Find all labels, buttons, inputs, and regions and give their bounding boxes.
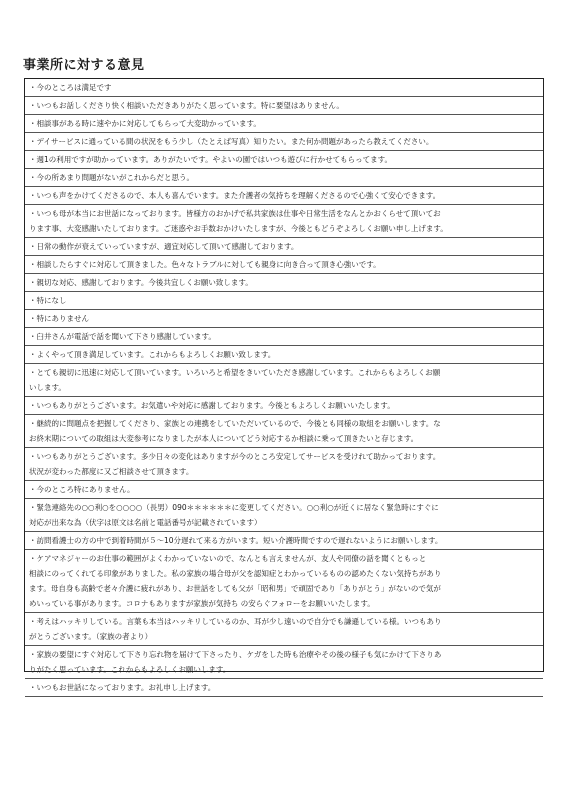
comment-text-line: いします。	[29, 383, 66, 392]
comment-text-line: ・今の所あまり問題がないがこれからだと思う。	[29, 173, 194, 182]
comment-item	[25, 79, 543, 97]
comment-item	[25, 205, 543, 238]
comment-item	[25, 115, 543, 133]
comment-text-line: ・いつもお世話になっております。お礼申し上げます。	[29, 683, 216, 692]
section-title: 事業所に対する意見	[23, 58, 145, 73]
comment-text-line: ・特になし	[29, 296, 67, 305]
comment-item	[25, 274, 543, 292]
comment-text-line: 対応が出来な為（伏字は原文は名前と電話番号が記載されています）	[29, 518, 262, 527]
comment-text-line: ・週1の利用ですが助かっています。ありがたいです。やよいの園ではいつも遊びに行かせてもらってます。	[29, 155, 392, 164]
comment-text-line: 状況が変わった都度に又ご相談させて頂きます。	[29, 467, 194, 476]
comment-item	[25, 133, 543, 151]
comment-item	[25, 238, 543, 256]
comment-item	[25, 256, 543, 274]
comment-item	[25, 187, 543, 205]
comment-text-line: ・相談したらすぐに対応して頂きました。色々なトラブルに対しても親身に向き合って頂き心強いです。	[29, 260, 381, 269]
comment-item	[25, 415, 543, 448]
comment-text-line: 相談にのってくれてる印象がありました。私の家族の場合母が父を認知症とわかっているものの認めたくない気持ちがあり	[29, 569, 442, 578]
comment-item	[25, 448, 543, 481]
comment-item	[25, 328, 543, 346]
comment-text-line: ・いつもお話しくださり快く相談いただきありがたく思っています。特に要望はありません。	[29, 101, 344, 110]
comment-text-line: お終末期についての取組は大変参考になりましたが本人についてどう対応するか相談に乗って頂きたいと存じます。	[29, 434, 419, 443]
comment-item	[25, 532, 543, 550]
comment-text-line: りがたく思っています。これからもよろしくお願いします。	[29, 665, 231, 674]
comment-text-line: ・デイサービスに通っている間の状況をもう少し（たとえば写真）知りたい。また何か問題があったら教えてください。	[29, 137, 434, 146]
comment-text-line: がとうございます。（家族の者より）	[29, 632, 153, 641]
comment-item	[25, 346, 543, 364]
comment-text-line: ・親切な対応、感謝しております。今後共宜しくお願い致します。	[29, 278, 253, 287]
comment-item	[25, 310, 543, 328]
comment-item	[25, 169, 543, 187]
comment-text-line: ・いつも母が本当にお世話になっております。皆様方のおかげで私共家族は仕事や日常生活をなんとかおくらせて頂いてお	[29, 209, 441, 218]
comment-text-line: ります事、大変感謝いたしております。ご迷惑やお手数おかけいたしますが、今後ともどうぞよろしくお願い申し上げます。	[29, 224, 448, 233]
comment-text-line: ・特にありません	[29, 314, 89, 323]
comment-text-line: ・臼井さんが電話で話を聞いて下さり感謝しています。	[29, 332, 216, 341]
comment-item	[25, 364, 543, 397]
comment-text-line: ・ケアマネジャーのお仕事の範囲がよくわかっていないので、なんとも言えませんが、友人や同僚の話を聞くともっと	[29, 554, 427, 563]
comment-text-line: めいっている事があります。コロナもありますが家族が気持ち の安らぐフォローをお願いいたします。	[29, 599, 375, 608]
comment-text-line: ・訪問看護士の方の中で到着時間が５～10分遅れて来る方がいます。短い介護時間ですので遅れないようにお願いします。	[29, 536, 443, 545]
comment-item	[25, 646, 543, 679]
comment-text-line: ・継続的に問題点を把握してくださり、家族との連携をしていただいているので、今後とも同様の取組をお願いします。な	[29, 419, 441, 428]
comment-item	[25, 613, 543, 646]
comment-text-line: ・今のところ特にありません。	[29, 485, 135, 494]
comment-item	[25, 499, 543, 532]
comment-text-line: ・とても親切に迅速に対応して頂いています。いろいろと希望をきいていただき感謝しています。これからもよろしくお願	[29, 368, 441, 377]
comment-text-line: ・いつもありがとうございます。お気遣いや対応に感謝しております。今後ともよろしくお願いいたします。	[29, 401, 395, 410]
comment-text-line: ・今のところは満足です	[29, 83, 112, 92]
comment-item	[25, 397, 543, 415]
comment-text-line: ・相談事がある時に速やかに対応してもらって大変助かっています。	[29, 119, 261, 128]
comments-list	[25, 79, 543, 697]
comments-table	[24, 78, 544, 692]
comment-item	[25, 97, 543, 115]
comment-text-line: ます。母自身も高齢で老々介護に疲れがあり、お世話をしても父が「昭和男」で頑固であり「ありがとう」がないので気が	[29, 584, 441, 593]
comment-item	[25, 481, 543, 499]
comment-text-line: ・緊急連絡先の○○利○を○○○○（長男）090＊＊＊＊＊＊に変更してください。○○利○が近くに居なく緊急時にすぐに	[29, 503, 439, 512]
comment-text-line: ・考えはハッキリしている。言葉も本当はハッキリしているのか、耳が少し遠いので自分でも謙遜している様。いつもあり	[29, 617, 442, 626]
comment-text-line: ・いつも声をかけてくださるので、本人も喜んでいます。また介護者の気持ちを理解くださるので心強くて安心できます。	[29, 191, 441, 200]
comment-item	[25, 151, 543, 169]
comment-text-line: ・日常の動作が衰えていっていますが、適宜対応して頂いて感謝しております。	[29, 242, 299, 251]
comment-text-line: ・家族の要望にすぐ対応して下さり忘れ物を届けて下さったり、ケガをした時も治療やその後の様子も気にかけて下さりあ	[29, 650, 442, 659]
comment-text-line: ・よくやって頂き満足しています。これからもよろしくお願い致します。	[29, 350, 276, 359]
comment-item	[25, 679, 543, 697]
comment-item	[25, 550, 543, 613]
comment-item	[25, 292, 543, 310]
comment-text-line: ・いつもありがとうございます。多少日々の変化はありますが今のところ安定してサービスを受けれて助かっております。	[29, 452, 441, 461]
